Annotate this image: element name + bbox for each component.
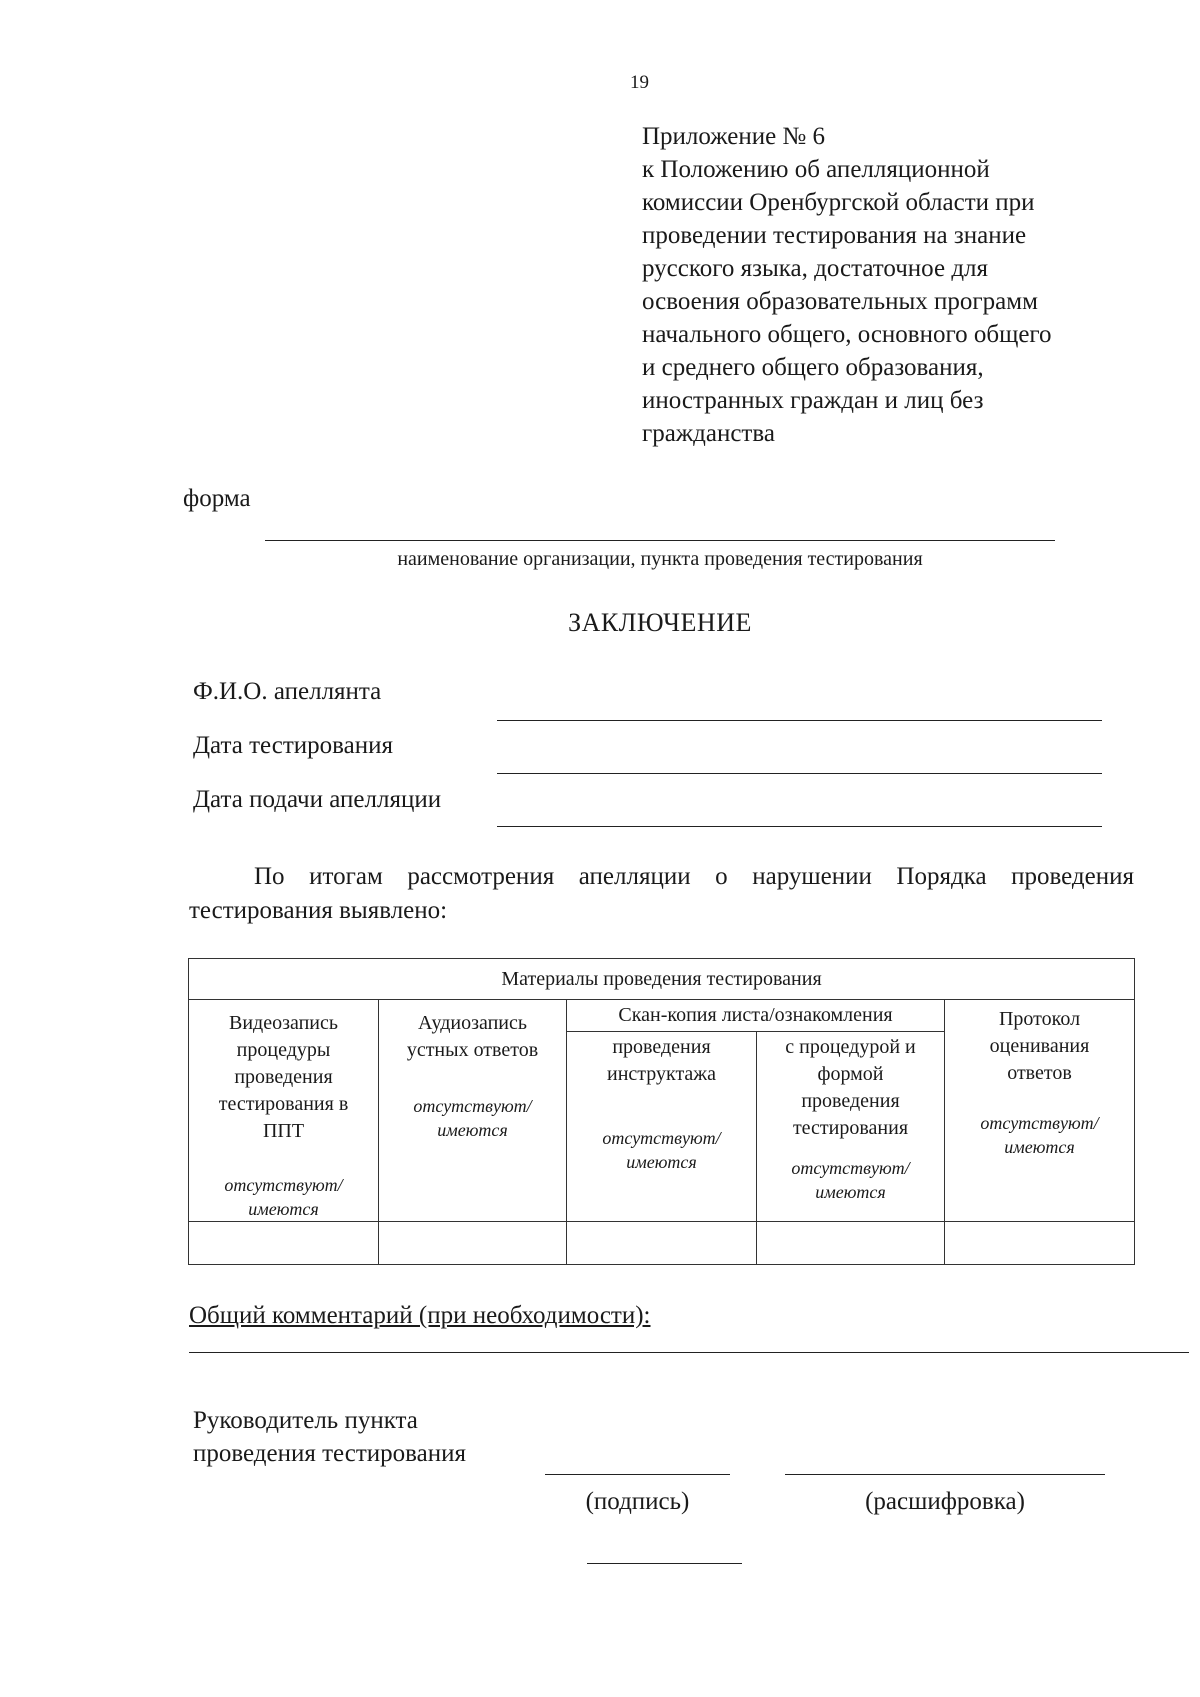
video-header-line: Видеозапись (228, 1012, 338, 1034)
materials-table (188, 958, 1135, 1265)
audio-column-header (379, 1000, 567, 1222)
briefing-header-line: инструктажа (606, 1062, 716, 1085)
briefing-status (567, 1126, 756, 1174)
intro-line-1: По итогам рассмотрения апелляции о нарушении Порядка проведения (254, 863, 1134, 890)
audio-header-line: Аудиозапись (418, 1012, 527, 1034)
test-date-label: Дата тестирования (193, 732, 393, 759)
status-absent: отсутствуют/ (413, 1096, 532, 1116)
status-present: имеются (437, 1120, 508, 1140)
form-label: форма (183, 485, 251, 512)
status-present: имеются (626, 1151, 697, 1172)
head-label-line: Руководитель пункта (193, 1407, 418, 1434)
organization-name-line[interactable] (265, 540, 1055, 541)
comment-label: Общий комментарий (при необходимости): (189, 1302, 651, 1329)
status-present: имеются (815, 1181, 886, 1202)
briefing-header-line: проведения (612, 1035, 711, 1058)
comment-field[interactable] (189, 1352, 1189, 1353)
protocol-header-line: Протокол (998, 1008, 1081, 1030)
appendix-line: гражданства (642, 420, 775, 447)
procedure-status (757, 1156, 944, 1204)
intro-paragraph (189, 860, 1134, 928)
table-row (189, 1222, 1135, 1265)
appendix-line: проведении тестирования на знание (642, 222, 1027, 249)
procedure-value-cell[interactable] (757, 1222, 945, 1265)
protocol-column-header (945, 1000, 1135, 1222)
document-title: ЗАКЛЮЧЕНИЕ (568, 608, 752, 637)
status-absent: отсутствуют/ (224, 1175, 343, 1195)
appendix-line: начального общего, основного общего (642, 321, 1052, 348)
signature-field[interactable] (545, 1474, 730, 1475)
audio-header-line: устных ответов (406, 1039, 539, 1061)
protocol-header-line: ответов (1007, 1062, 1072, 1084)
video-header-line: проведения (234, 1066, 333, 1088)
audio-value-cell[interactable] (379, 1222, 567, 1265)
procedure-header-line: проведения (801, 1089, 900, 1112)
table-main-header: Материалы проведения тестирования (189, 959, 1135, 1000)
signature-caption: (подпись) (585, 1488, 690, 1515)
appendix-line: русского языка, достаточное для (642, 255, 989, 282)
video-value-cell[interactable] (189, 1222, 379, 1265)
appendix-header (642, 120, 1162, 450)
status-absent: отсутствуют/ (980, 1113, 1099, 1133)
appendix-line: комиссии Оренбургской области при (642, 189, 1035, 216)
appendix-line: к Положению об апелляционной (642, 156, 990, 183)
status-absent: отсутствуют/ (791, 1157, 910, 1178)
protocol-value-cell[interactable] (945, 1222, 1135, 1265)
status-present: имеются (1004, 1137, 1075, 1157)
protocol-status (945, 1111, 1134, 1159)
organization-name-caption: наименование организации, пункта проведения тестирования (397, 548, 923, 570)
protocol-header-line: оценивания (989, 1035, 1090, 1057)
video-column-header (189, 1000, 379, 1222)
appendix-line: и среднего общего образования, (642, 354, 984, 381)
procedure-header-line: с процедурой и (785, 1035, 916, 1058)
test-date-field[interactable] (497, 773, 1102, 774)
appeal-date-label: Дата подачи апелляции (193, 786, 442, 813)
procedure-header-line: тестирования (792, 1116, 909, 1139)
intro-line-2: тестирования выявлено: (189, 897, 448, 924)
appendix-line: иностранных граждан и лиц без (642, 387, 984, 414)
video-header-line: тестирования в (218, 1093, 349, 1115)
video-status (189, 1173, 378, 1221)
procedure-column-header (757, 1031, 945, 1221)
briefing-column-header (567, 1031, 757, 1221)
status-absent: отсутствуют/ (602, 1127, 721, 1148)
head-label (193, 1404, 466, 1470)
video-header-line: ППТ (262, 1120, 305, 1142)
fio-field[interactable] (497, 720, 1102, 721)
video-header-line: процедуры (236, 1039, 331, 1061)
appendix-line: освоения образовательных программ (642, 288, 1038, 315)
appeal-date-field[interactable] (497, 826, 1102, 827)
decoding-caption: (расшифровка) (865, 1488, 1025, 1515)
status-present: имеются (248, 1199, 319, 1219)
fio-label: Ф.И.О. апеллянта (193, 678, 382, 705)
date-line[interactable] (587, 1563, 742, 1564)
audio-status (379, 1094, 566, 1142)
procedure-header-line: формой (817, 1062, 884, 1085)
head-label-line: проведения тестирования (193, 1440, 466, 1467)
scan-copy-header: Скан-копия листа/ознакомления (567, 1000, 945, 1032)
briefing-value-cell[interactable] (567, 1222, 757, 1265)
appendix-line: Приложение № 6 (642, 123, 826, 150)
decoding-field[interactable] (785, 1474, 1105, 1475)
page-number: 19 (630, 72, 649, 93)
